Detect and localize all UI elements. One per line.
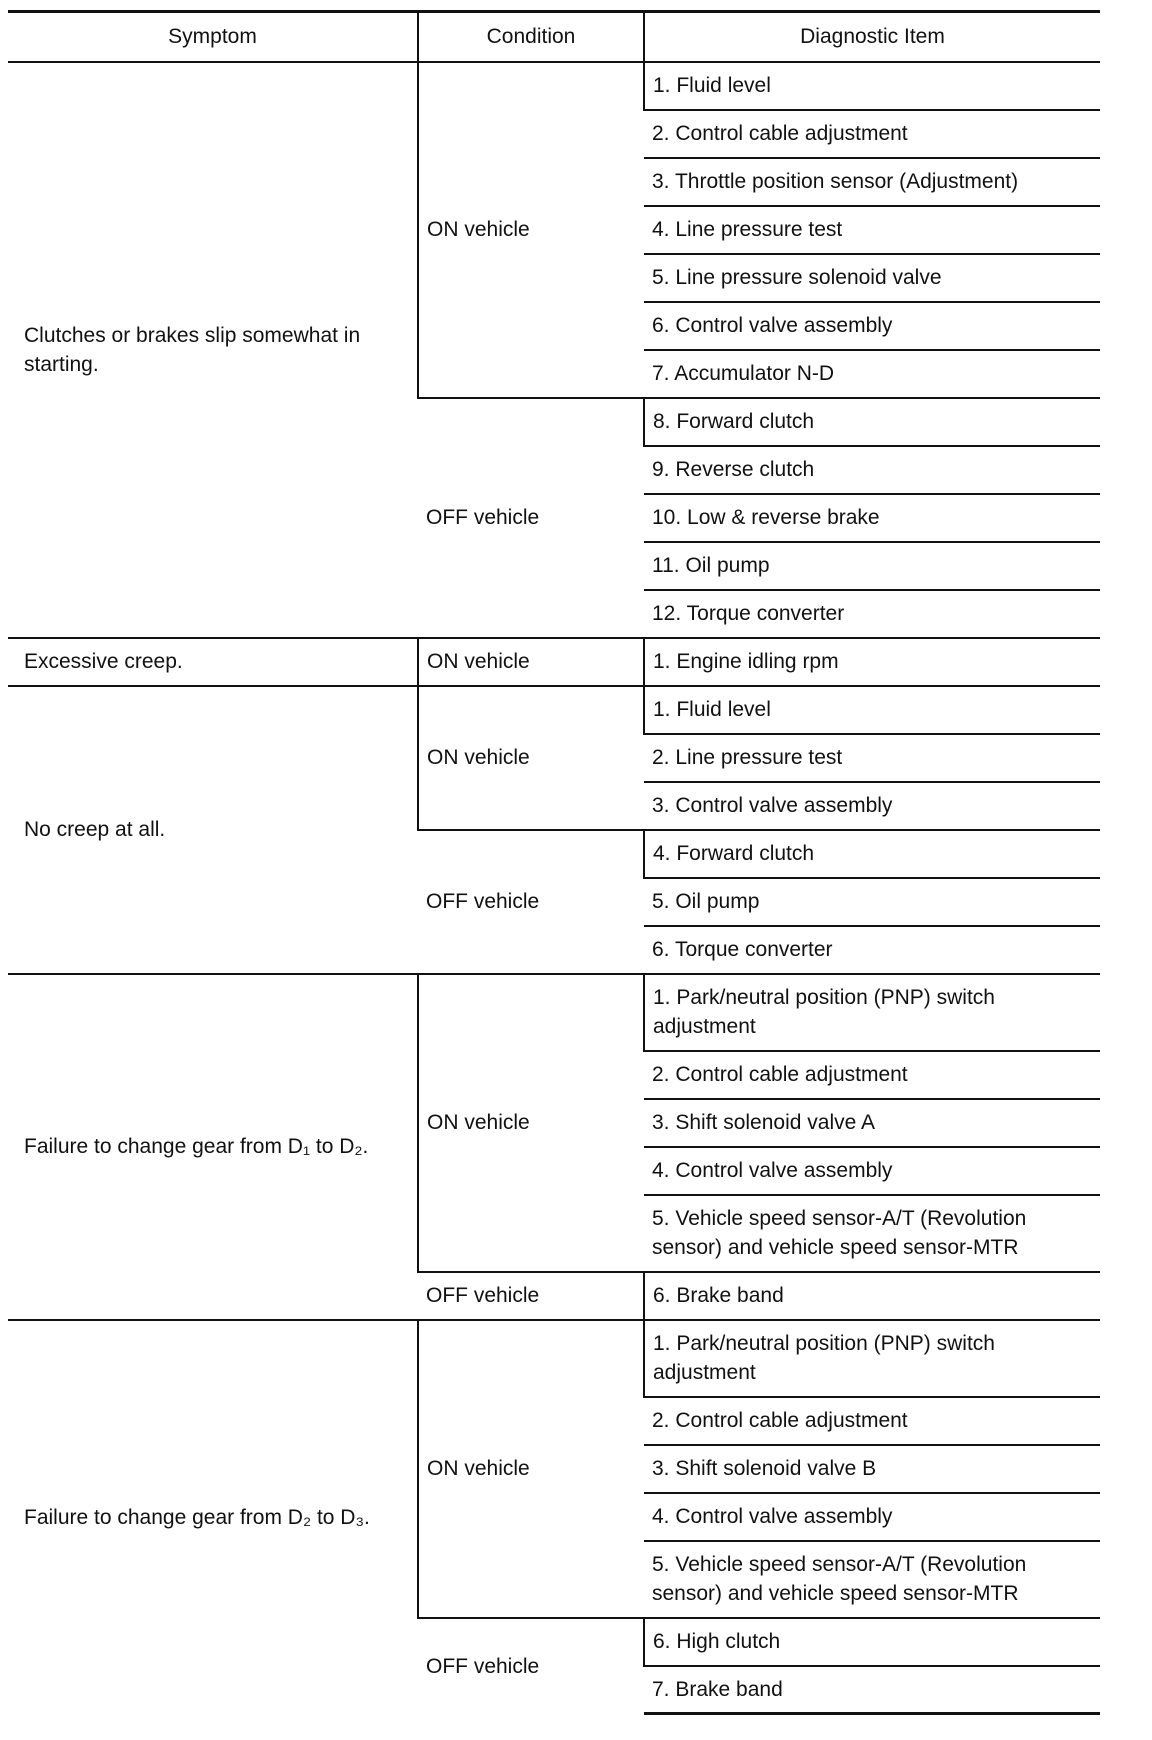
- diagnostic-item-cell: 1. Fluid level: [644, 686, 1100, 734]
- symptom-cell: Failure to change gear from D₂ to D₃.: [8, 1320, 418, 1714]
- table-body: [8, 62, 1100, 1714]
- diagnostic-item-cell: 2. Line pressure test: [644, 734, 1100, 782]
- table-row: [8, 638, 1100, 686]
- diagnostic-item-cell: 12. Torque converter: [644, 590, 1100, 638]
- diagnostic-item-cell: 3. Shift solenoid valve B: [644, 1445, 1100, 1493]
- symptom-cell: Failure to change gear from D₁ to D₂.: [8, 974, 418, 1320]
- symptom-cell: Clutches or brakes slip somewhat in starting.: [8, 62, 418, 638]
- diagnostic-item-cell: 2. Control cable adjustment: [644, 110, 1100, 158]
- diagnostic-item-cell: 4. Forward clutch: [644, 830, 1100, 878]
- diagnostic-item-cell: 4. Control valve assembly: [644, 1147, 1100, 1195]
- diagnostic-item-cell: 5. Line pressure solenoid valve: [644, 254, 1100, 302]
- diagnostic-item-cell: 5. Vehicle speed sensor-A/T (Revolution sensor) and vehicle speed sensor-MTR: [644, 1541, 1100, 1618]
- diagnostic-item-cell: 6. Torque converter: [644, 926, 1100, 974]
- diagnostic-table: [8, 10, 1100, 1715]
- diagnostic-item-cell: 1. Park/neutral position (PNP) switch adjustment: [644, 1320, 1100, 1397]
- condition-column-header: Condition: [418, 12, 644, 62]
- condition-cell: OFF vehicle: [418, 1618, 644, 1714]
- diagnostic-item-cell: 6. Control valve assembly: [644, 302, 1100, 350]
- diagnostic-item-column-header: Diagnostic Item: [644, 12, 1100, 62]
- table-header: [8, 12, 1100, 62]
- diagnostic-item-cell: 7. Brake band: [644, 1666, 1100, 1714]
- condition-cell: OFF vehicle: [418, 398, 644, 638]
- table-row: [8, 62, 1100, 110]
- diagnostic-item-cell: 9. Reverse clutch: [644, 446, 1100, 494]
- symptom-column-header: Symptom: [8, 12, 418, 62]
- condition-cell: ON vehicle: [418, 974, 644, 1272]
- condition-cell: ON vehicle: [418, 1320, 644, 1618]
- diagnostic-item-cell: 4. Line pressure test: [644, 206, 1100, 254]
- condition-cell: ON vehicle: [418, 62, 644, 398]
- diagnostic-item-cell: 3. Control valve assembly: [644, 782, 1100, 830]
- diagnostic-item-cell: 6. Brake band: [644, 1272, 1100, 1320]
- header-row: [8, 12, 1100, 62]
- diagnostic-item-cell: 11. Oil pump: [644, 542, 1100, 590]
- diagnostic-item-cell: 10. Low & reverse brake: [644, 494, 1100, 542]
- condition-cell: ON vehicle: [418, 638, 644, 686]
- diagnostic-item-cell: 8. Forward clutch: [644, 398, 1100, 446]
- diagnostic-item-cell: 1. Engine idling rpm: [644, 638, 1100, 686]
- symptom-cell: Excessive creep.: [8, 638, 418, 686]
- table-row: [8, 686, 1100, 734]
- condition-cell: OFF vehicle: [418, 1272, 644, 1320]
- diagnostic-item-cell: 4. Control valve assembly: [644, 1493, 1100, 1541]
- diagnostic-item-cell: 5. Oil pump: [644, 878, 1100, 926]
- diagnostic-item-cell: 6. High clutch: [644, 1618, 1100, 1666]
- diagnostic-item-cell: 1. Park/neutral position (PNP) switch adjustment: [644, 974, 1100, 1051]
- table-row: [8, 974, 1100, 1051]
- table-row: [8, 1320, 1100, 1397]
- diagnostic-item-cell: 5. Vehicle speed sensor-A/T (Revolution sensor) and vehicle speed sensor-MTR: [644, 1195, 1100, 1272]
- condition-cell: ON vehicle: [418, 686, 644, 830]
- diagnostic-item-cell: 1. Fluid level: [644, 62, 1100, 110]
- diagnostic-item-cell: 2. Control cable adjustment: [644, 1051, 1100, 1099]
- diagnostic-item-cell: 2. Control cable adjustment: [644, 1397, 1100, 1445]
- symptom-cell: No creep at all.: [8, 686, 418, 974]
- condition-cell: OFF vehicle: [418, 830, 644, 974]
- diagnostic-item-cell: 7. Accumulator N-D: [644, 350, 1100, 398]
- diagnostic-item-cell: 3. Shift solenoid valve A: [644, 1099, 1100, 1147]
- diagnostic-item-cell: 3. Throttle position sensor (Adjustment): [644, 158, 1100, 206]
